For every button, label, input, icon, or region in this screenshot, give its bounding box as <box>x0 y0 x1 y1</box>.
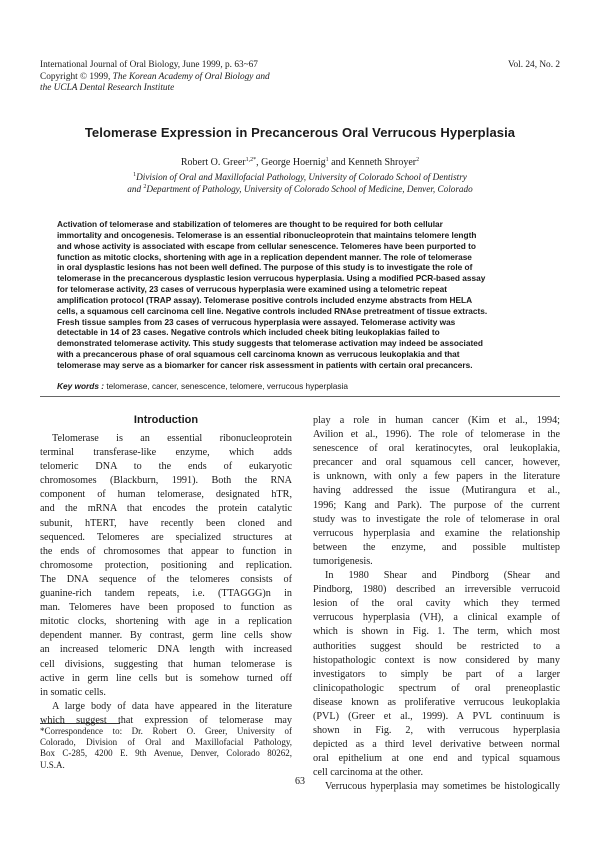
abstract-line: immortality and oncogenesis. Telomerase is an essential ribonucleoprotein that maintains telomere length <box>57 229 477 240</box>
paragraph-line: shown in Fig. 2, with verrucous hyperplasia <box>313 725 560 737</box>
paragraph-line: tumorigenesis. <box>313 555 373 567</box>
paragraph-line: The DNA sequence of the telomeres consists of <box>40 573 292 585</box>
copyright-line: Copyright © 1999, The Korean Academy of Oral Biology and <box>40 71 270 82</box>
paragraph-line: clinicopathologic spectrum of oral preneoplastic <box>313 682 560 694</box>
journal-citation: International Journal of Oral Biology, June 1999, p. 63~67 <box>40 60 258 70</box>
paragraph-line: which is shown in Fig. 1. The term, which most <box>313 626 560 638</box>
paragraph-line: lesion of the oral cavity which they termed <box>313 598 560 610</box>
paragraph-line: cell divisions, suggesting that human telomerase is <box>40 658 292 670</box>
paragraph-line: precancer and oral squamous cell cancer, however, <box>313 457 560 469</box>
affiliation-2: and $^2$Department of Pathology, University of Colorado School of Medicine, Denver, Colorado <box>127 184 473 194</box>
paragraph-line: 1996; Kang and Park). The purpose of the current <box>313 499 560 511</box>
correspondence-footnote <box>40 726 292 771</box>
copyright-institute: the UCLA Dental Research Institute <box>40 83 175 94</box>
paragraph-line: (PVL) (Greer et al., 1999). A PVL continuum is <box>313 710 560 722</box>
footnote-line: Box C-285, 4200 E. 9th Avenue, Denver, Colorado 80262, <box>40 748 292 759</box>
paragraph-line: Pindborg, 1980) described an irreversible verrucoid <box>313 584 560 596</box>
abstract-line: in oral dysplastic lesions has not been well defined. The purpose of this study is to investigate the role of <box>57 262 473 273</box>
abstract-line: detectable in 14 of 23 cases. Negative controls which included cheek biting leukoplakias failed to <box>57 327 440 338</box>
paragraph-line: an increased telomeric DNA length with increased <box>40 644 292 656</box>
paragraph-line: Verrucous hyperplasia may sometimes be histologically <box>325 781 560 793</box>
paragraph-line: sequenced. Telomeres are specialized structures at <box>40 531 292 543</box>
paragraph-line: chromosome protection, positioning and replication. <box>40 559 292 571</box>
paragraph-line: Avilion et al., 1996). The role of telomerase in the <box>313 429 560 441</box>
abstract-line: with a precancerous phase of oral squamous cell carcinoma known as verrucous leukoplakia and that <box>57 349 460 360</box>
right-column <box>313 414 560 795</box>
paragraph-line: chromosomes (Blackburn, 1991). Both the RNA <box>40 475 292 487</box>
paragraph-line: between the enzyme, and possible multistep <box>313 541 560 553</box>
footnote-rule <box>40 723 120 724</box>
affiliation-1: $^1$Division of Oral and Maxillofacial Pathology, University of Colorado School of Dentistry <box>133 172 467 182</box>
paragraph-line: verrucous hyperplasia and examine the relationship <box>313 527 560 539</box>
abstract-line: cells, a squamous cell carcinoma cell line. Negative controls included RNAse pretreatment of tissue extracts. <box>57 305 488 316</box>
abstract-line: amplification protocol (TRAP assay). Telomerase positive controls included enzyme abstracts from HELA <box>57 294 473 305</box>
paragraph-line: verrucous hyperplasia (VH), a clinical example of <box>313 612 560 624</box>
paragraph-line: investigators to simply be part of a larger <box>313 668 560 680</box>
paragraph-line: depicted as a third level derivative between normal <box>313 739 560 751</box>
paper-title: Telomerase Expression in Precancerous Oral Verrucous Hyperplasia <box>84 125 516 140</box>
journal-header <box>40 60 420 95</box>
paragraph-line: authorities suggest should be restricted to a <box>313 640 560 652</box>
paragraph-line: cell carcinoma at the other. <box>313 767 424 779</box>
section-divider <box>40 396 560 397</box>
introduction-heading: Introduction <box>133 414 199 426</box>
paragraph-line: having addressed the issue (Mutirangura et al., <box>313 485 560 497</box>
abstract-line: demonstrated telomerase activity. This study suggests that telomerase activation may indeed be associated <box>57 338 483 349</box>
paragraph-line: man. Telomeres have been proposed to function as <box>40 602 292 614</box>
left-column <box>40 432 292 728</box>
author-list: Robert O. Greer$^{1,2*}$, George Hoernig$^1$ and Kenneth Shroyer$^2$ <box>180 157 420 168</box>
abstract-line: Activation of telomerase and stabilization of telomeres are thought to be required for both cellular <box>57 219 443 229</box>
paragraph-line: which suggest that expression of telomerase may <box>40 714 292 726</box>
footnote-line: U.S.A. <box>40 759 65 770</box>
volume-label: Vol. 24, No. 2 <box>508 60 560 70</box>
abstract-line: telomerase in the precancerous dysplastic lesion verrucous hyperplasia. Using a modified PCR-based assay <box>57 273 486 284</box>
paragraph-line: senescence of oral keratinocytes, oral leukoplakia, <box>313 443 560 455</box>
abstract-line: for telomerase activity, 23 cases of verrucous hyperplasia were examined using a telometric repeat <box>57 284 447 295</box>
paragraph-line: dependent manner. By contrast, germ line cells show <box>40 630 292 642</box>
paragraph-line: in somatic cells. <box>40 686 106 698</box>
paragraph-line: In 1980 Shear and Pindborg (Shear and <box>325 570 560 582</box>
paragraph-line: component of human telomerase, designated hTR, <box>40 489 292 501</box>
footnote-line: *Correspondence to: Dr. Robert O. Greer, University of <box>40 726 292 736</box>
footnote-line: Colorado, Division of Oral and Maxillofacial Pathology, <box>40 737 292 748</box>
paragraph-line: oral epithelium at one end and typical squamous <box>313 753 560 765</box>
page-number: 63 <box>295 776 305 787</box>
abstract-line: function as mitotic clocks, shortening with age in a replication dependent manner. The role of telomerase <box>57 251 472 262</box>
paragraph-line: study was to investigate the role of telomerase in oral <box>313 513 560 525</box>
abstract <box>57 219 543 371</box>
paragraph-line: disease known as proliferative verrucous leukoplakia <box>313 696 560 708</box>
paragraph-line: guanine-rich tandem repeats, i.e. (TTAGGG)n in <box>40 588 292 600</box>
paragraph-line: is unknown, with only a few papers in the literature <box>313 471 560 483</box>
paragraph-line: histopathologic context is now considered by many <box>313 654 560 666</box>
paragraph-line: A large body of data have appeared in the literature <box>52 700 292 712</box>
paragraph-line: telomeric DNA to the ends of eukaryotic <box>40 461 292 473</box>
paragraph-line: the ends of chromosomes that appear to function in <box>40 545 292 557</box>
abstract-line: telomerase may serve as a biomarker for cancer risk assessment in patients with certain oral precancers. <box>57 359 473 370</box>
paragraph-line: subunit, hTERT, have recently been cloned and <box>40 517 292 529</box>
paragraph-line: active in germ line cells but is somehow turned off <box>40 672 292 684</box>
paragraph-line: play a role in human cancer (Kim et al., 1994; <box>313 415 560 426</box>
paragraph-line: and the mRNA that encodes the protein catalytic <box>40 503 292 515</box>
abstract-line: and whose activity is associated with escape from cellular senescence. Telomeres have been purported to <box>57 240 476 251</box>
paragraph-line: Telomerase is an essential ribonucleoprotein <box>52 433 292 444</box>
abstract-line: Fresh tissue samples from 23 cases of verrucous hyperplasia were assayed. Telomerase activity was <box>57 316 456 327</box>
paragraph-line: mitotic clocks, shortening with age in a replication <box>40 616 292 628</box>
paragraph-line: terminal transferase-like enzyme, which adds <box>40 447 292 459</box>
keywords: Key words : telomerase, cancer, senescence, telomere, verrucous hyperplasia <box>57 381 348 391</box>
